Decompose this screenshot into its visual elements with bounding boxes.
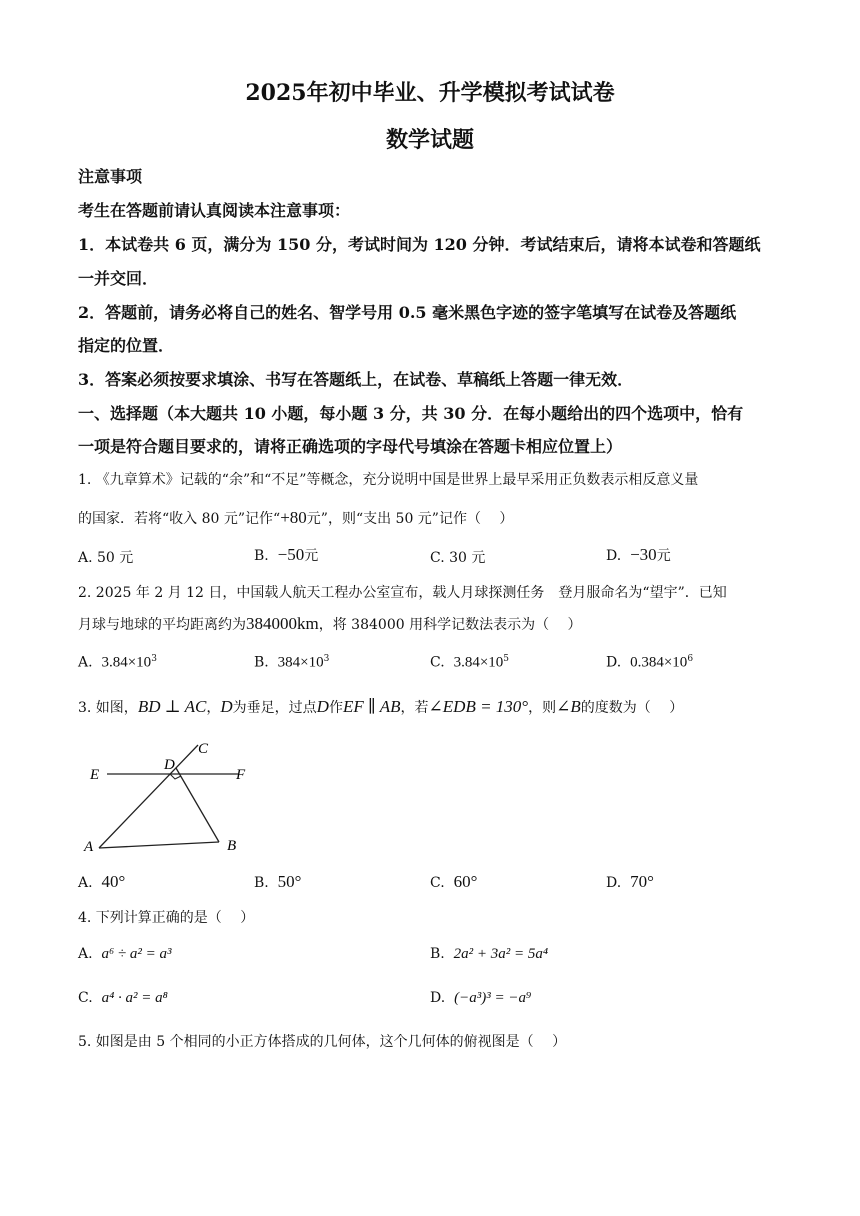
segment-bd — [176, 768, 219, 842]
q4-option-d[interactable]: D. (−a³)³ = −a⁹ — [430, 990, 532, 1006]
q2-stem-line-1: 2. 2025 年 2 月 12 日，中国载人航天工程办公室宣布，载人月球探测任务 登月服命名为“望宇”．已知 — [78, 585, 727, 601]
section-1-header-line-2: 一项是符合题目要求的，请将正确选项的字母代号填涂在答题卡相应位置上） — [78, 437, 623, 456]
segment-ab — [99, 842, 219, 848]
exam-subtitle: 数学试题 — [385, 127, 474, 153]
line-ac — [99, 745, 198, 848]
q4-option-b[interactable]: B. 2a² + 3a² = 5a⁴ — [430, 946, 549, 962]
q1-option-c[interactable]: C. 30 元 — [430, 550, 486, 566]
q3-stem: 3. 如图，BD ⊥ AC，D为垂足，过点D作EF ∥ AB，若∠EDB = 130°，则∠B的度数为（ ） — [78, 697, 684, 716]
q4-stem: 4. 下列计算正确的是（ ） — [78, 910, 255, 926]
q2-option-b[interactable]: B. $384\times 10^3$ — [254, 654, 330, 671]
notice-item-2-line-2: 指定的位置． — [78, 336, 175, 355]
q1-stem-line-2: 的国家．若将“收入 80 元”记作“+80元”，则“支出 50 元”记作（ ） — [78, 508, 514, 527]
q1-option-d[interactable]: D. −30元 — [606, 545, 671, 564]
label-d: D — [164, 757, 175, 773]
notice-heading: 注意事项 — [78, 167, 143, 186]
notice-item-1-line-2: 一并交回． — [78, 269, 159, 288]
q4-option-c[interactable]: C. a⁴ · a² = a⁸ — [78, 990, 168, 1006]
q4-option-a[interactable]: A. a⁶ ÷ a² = a³ — [78, 946, 172, 962]
notice-item-2-line-1: 2．答题前，请务必将自己的姓名、智学号用 0.5 毫米黑色字迹的签字笔填写在试卷及答题纸 — [78, 303, 737, 322]
section-1-header-line-1: 一、选择题（本大题共 10 小题，每小题 3 分，共 30 分．在每小题给出的四个选项中，恰有 — [78, 404, 744, 423]
exam-title: 2025年初中毕业、升学模拟考试试卷 — [245, 80, 615, 106]
q3-option-c[interactable]: C. 60° — [430, 872, 478, 891]
label-e: E — [90, 767, 100, 783]
label-b: B — [227, 838, 237, 854]
q2-option-d[interactable]: D. $0.384\times 10^6$ — [606, 654, 694, 671]
q1-math-plus80: +80 — [280, 508, 307, 527]
q1-option-a[interactable]: A. 50 元 — [78, 550, 134, 566]
q2-option-c[interactable]: C. $3.84\times 10^5$ — [430, 654, 510, 671]
notice-item-1-line-1: 1．本试卷共 6 页，满分为 150 分，考试时间为 120 分钟．考试结束后，请将本试卷和答题纸 — [78, 235, 761, 254]
q2-stem-line-2: 月球与地球的平均距离约为384000km，将 384000 用科学记数法表示为（ ） — [78, 614, 582, 633]
q3-geometry-figure — [78, 735, 278, 860]
q1-option-b[interactable]: B. −50元 — [254, 545, 319, 564]
q3-option-d[interactable]: D. 70° — [606, 872, 654, 891]
q2-math-distance: 384000km — [246, 614, 319, 633]
q3-option-b[interactable]: B. 50° — [254, 872, 302, 891]
q5-stem: 5. 如图是由 5 个相同的小正方体搭成的几何体，这个几何体的俯视图是（ ） — [78, 1034, 567, 1050]
label-a: A — [84, 839, 94, 855]
q2-option-a[interactable]: A. $3.84\times 10^3$ — [78, 654, 157, 671]
q3-option-a[interactable]: A. 40° — [78, 872, 126, 891]
label-c: C — [198, 741, 209, 757]
label-f: F — [236, 767, 246, 783]
notice-intro: 考生在答题前请认真阅读本注意事项： — [78, 201, 351, 220]
q1-stem-line-1: 1. 《九章算术》记载的“余”和“不足”等概念，充分说明中国是世界上最早采用正负数表示相反意义量 — [78, 472, 699, 488]
notice-item-3: 3．答案必须按要求填涂、书写在答题纸上，在试卷、草稿纸上答题一律无效． — [78, 370, 634, 389]
